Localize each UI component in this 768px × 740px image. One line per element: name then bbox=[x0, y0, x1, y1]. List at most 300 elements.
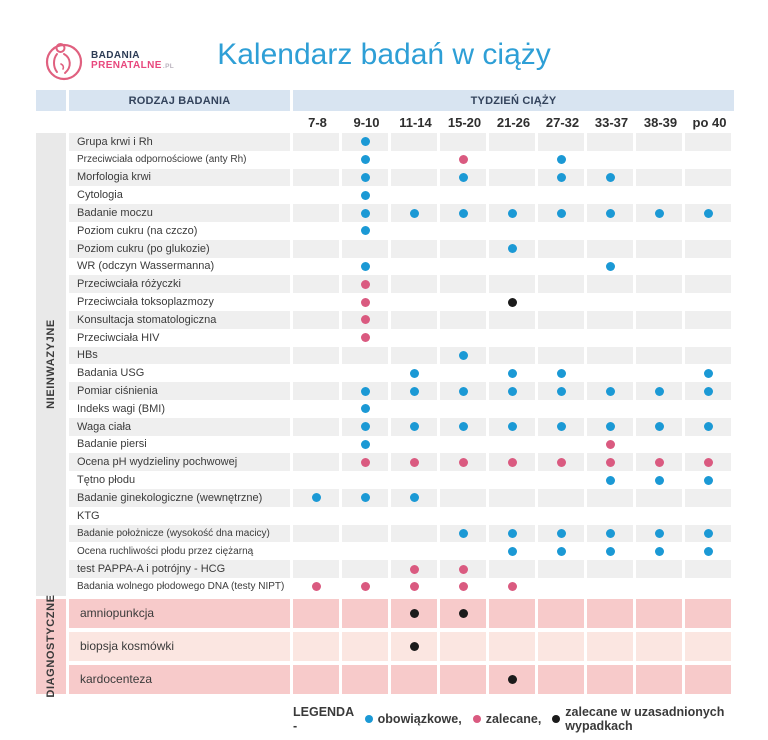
week-cell bbox=[293, 186, 339, 204]
dot-blue bbox=[655, 547, 664, 556]
week-cell bbox=[489, 204, 535, 222]
dot-blue bbox=[557, 422, 566, 431]
week-cell bbox=[587, 436, 633, 454]
brand-line1: BADANIA bbox=[91, 49, 140, 61]
dot-blue bbox=[557, 387, 566, 396]
week-cell bbox=[489, 186, 535, 204]
week-cell bbox=[293, 240, 339, 258]
week-cell bbox=[636, 311, 682, 329]
dot-blue bbox=[606, 529, 615, 538]
week-cell bbox=[342, 240, 388, 258]
dot-black bbox=[459, 609, 468, 618]
week-cell bbox=[391, 578, 437, 596]
table-row bbox=[69, 560, 734, 578]
week-cell bbox=[538, 293, 584, 311]
dot-blue bbox=[459, 422, 468, 431]
week-cell bbox=[587, 275, 633, 293]
dot-black bbox=[410, 642, 419, 651]
dot-blue bbox=[459, 209, 468, 218]
row-label: Przeciwciała odpornościowe (anty Rh) bbox=[77, 154, 247, 166]
row-label: Badanie położnicze (wysokość dna macicy) bbox=[69, 525, 290, 543]
week-cell bbox=[489, 151, 535, 169]
week-cell bbox=[489, 453, 535, 471]
dot-blue bbox=[557, 173, 566, 182]
week-cell bbox=[685, 632, 731, 661]
week-cell bbox=[293, 453, 339, 471]
section-sidebar bbox=[36, 133, 66, 596]
dot-blue bbox=[606, 387, 615, 396]
dot-blue bbox=[361, 173, 370, 182]
week-cell bbox=[391, 222, 437, 240]
row-label: Tętno płodu bbox=[77, 474, 136, 487]
dot-blue bbox=[361, 209, 370, 218]
header-col-label: TYDZIEŃ CIĄŻY bbox=[293, 90, 734, 111]
week-cell bbox=[489, 169, 535, 187]
week-cell bbox=[685, 382, 731, 400]
week-header-row bbox=[293, 111, 734, 133]
dot-pink bbox=[459, 458, 468, 467]
page-title: Kalendarz badań w ciąży bbox=[217, 38, 551, 71]
dot-blue bbox=[704, 422, 713, 431]
week-cell bbox=[293, 133, 339, 151]
dot-black bbox=[410, 609, 419, 618]
dot-pink bbox=[704, 458, 713, 467]
week-cell bbox=[440, 258, 486, 276]
week-column-label: 9-10 bbox=[353, 115, 380, 130]
week-cell bbox=[636, 222, 682, 240]
week-cell bbox=[440, 329, 486, 347]
dot-blue bbox=[361, 387, 370, 396]
week-cell bbox=[538, 453, 584, 471]
week-cell bbox=[342, 186, 388, 204]
week-cell bbox=[293, 347, 339, 365]
section-noninvasive bbox=[36, 133, 734, 596]
week-cell bbox=[440, 347, 486, 365]
week-cell bbox=[587, 204, 633, 222]
week-cell bbox=[685, 275, 731, 293]
week-cell bbox=[685, 151, 731, 169]
week-cell bbox=[489, 665, 535, 694]
dot-blue bbox=[655, 209, 664, 218]
week-cell bbox=[685, 578, 731, 596]
week-cell bbox=[489, 329, 535, 347]
week-cell bbox=[685, 293, 731, 311]
dot-pink bbox=[361, 582, 370, 591]
week-cell bbox=[636, 525, 682, 543]
dot-blue bbox=[410, 387, 419, 396]
dot-blue bbox=[606, 262, 615, 271]
week-cell bbox=[342, 293, 388, 311]
week-cell bbox=[489, 489, 535, 507]
week-cell bbox=[293, 542, 339, 560]
dot-blue bbox=[704, 529, 713, 538]
week-cell bbox=[391, 311, 437, 329]
week-cell bbox=[440, 542, 486, 560]
week-cell bbox=[685, 489, 731, 507]
week-cell bbox=[489, 599, 535, 628]
week-cell bbox=[685, 169, 731, 187]
week-cell bbox=[489, 364, 535, 382]
week-cell bbox=[342, 347, 388, 365]
week-cell bbox=[293, 400, 339, 418]
dot-blue bbox=[361, 137, 370, 146]
week-cell bbox=[685, 665, 731, 694]
week-cell bbox=[636, 347, 682, 365]
week-cell bbox=[489, 507, 535, 525]
week-cell bbox=[440, 665, 486, 694]
week-cell bbox=[489, 258, 535, 276]
week-cell bbox=[293, 436, 339, 454]
dot-pink bbox=[361, 280, 370, 289]
week-cell bbox=[587, 293, 633, 311]
week-cell bbox=[685, 542, 731, 560]
week-cell bbox=[293, 507, 339, 525]
section-label: NIEINWAZYJNE bbox=[45, 319, 57, 410]
dot-pink bbox=[557, 458, 566, 467]
week-cell bbox=[391, 453, 437, 471]
week-cell bbox=[440, 507, 486, 525]
row-label: Ocena pH wydzieliny pochwowej bbox=[69, 453, 290, 471]
week-cell bbox=[587, 151, 633, 169]
week-column-label: po 40 bbox=[692, 115, 727, 130]
row-label: Badanie ginekologiczne (wewnętrzne) bbox=[69, 489, 290, 507]
week-column-label: 38-39 bbox=[643, 115, 678, 130]
week-cell bbox=[440, 133, 486, 151]
row-label: Indeks wagi (BMI) bbox=[77, 402, 166, 415]
dot-blue bbox=[361, 440, 370, 449]
legend-dot-blue bbox=[365, 715, 373, 723]
dot-pink bbox=[361, 315, 370, 324]
week-cell bbox=[391, 507, 437, 525]
week-cell bbox=[636, 293, 682, 311]
week-cell bbox=[636, 275, 682, 293]
section-rows bbox=[69, 599, 734, 694]
dot-blue bbox=[508, 369, 517, 378]
week-cell bbox=[685, 329, 731, 347]
table-row bbox=[69, 275, 734, 293]
table-row bbox=[69, 542, 734, 560]
week-cell bbox=[587, 364, 633, 382]
legend-item-label: zalecane, bbox=[485, 712, 542, 726]
week-cell bbox=[293, 222, 339, 240]
week-cell bbox=[342, 507, 388, 525]
week-cell bbox=[391, 632, 437, 661]
week-cell bbox=[440, 186, 486, 204]
dot-pink bbox=[655, 458, 664, 467]
table-row bbox=[69, 665, 734, 694]
dot-blue bbox=[606, 422, 615, 431]
week-cell bbox=[342, 400, 388, 418]
week-cell bbox=[440, 560, 486, 578]
table-row bbox=[69, 632, 734, 661]
week-cell bbox=[538, 186, 584, 204]
week-cell bbox=[685, 222, 731, 240]
week-cell bbox=[489, 436, 535, 454]
dot-blue bbox=[557, 529, 566, 538]
dot-pink bbox=[508, 582, 517, 591]
table-row bbox=[69, 186, 734, 204]
week-cell bbox=[685, 311, 731, 329]
week-cell bbox=[636, 169, 682, 187]
week-cell bbox=[538, 489, 584, 507]
week-cell bbox=[440, 293, 486, 311]
week-cell bbox=[587, 240, 633, 258]
table-row bbox=[69, 293, 734, 311]
dot-pink bbox=[312, 582, 321, 591]
dot-blue bbox=[557, 155, 566, 164]
week-cell bbox=[587, 525, 633, 543]
week-cell bbox=[440, 578, 486, 596]
week-cell bbox=[391, 560, 437, 578]
week-cell bbox=[342, 364, 388, 382]
week-column-label: 21-26 bbox=[496, 115, 531, 130]
dot-blue bbox=[606, 173, 615, 182]
row-label: Grupa krwi i Rh bbox=[69, 133, 290, 151]
table-row bbox=[69, 489, 734, 507]
week-cell bbox=[342, 275, 388, 293]
week-cell bbox=[538, 240, 584, 258]
week-cell bbox=[538, 525, 584, 543]
row-label: biopsja kosmówki bbox=[69, 632, 290, 661]
dot-blue bbox=[508, 244, 517, 253]
week-cell bbox=[636, 578, 682, 596]
week-cell bbox=[342, 382, 388, 400]
dot-pink bbox=[361, 333, 370, 342]
week-cell bbox=[342, 599, 388, 628]
dot-blue bbox=[361, 404, 370, 413]
dot-blue bbox=[655, 529, 664, 538]
week-cell bbox=[440, 400, 486, 418]
week-column-label: 15-20 bbox=[447, 115, 482, 130]
week-cell bbox=[391, 665, 437, 694]
week-cell bbox=[636, 204, 682, 222]
week-cell bbox=[293, 471, 339, 489]
row-label: Poziom cukru (po glukozie) bbox=[69, 240, 290, 258]
week-cell bbox=[538, 578, 584, 596]
week-cell bbox=[538, 382, 584, 400]
dot-blue bbox=[508, 529, 517, 538]
week-cell bbox=[293, 560, 339, 578]
week-cell bbox=[342, 436, 388, 454]
week-cell bbox=[440, 240, 486, 258]
table-row bbox=[69, 436, 734, 454]
week-cell bbox=[636, 133, 682, 151]
week-cell bbox=[440, 599, 486, 628]
week-cell bbox=[636, 560, 682, 578]
row-label: test PAPPA-A i potrójny - HCG bbox=[69, 560, 290, 578]
week-cell bbox=[587, 453, 633, 471]
legend-item bbox=[365, 712, 462, 726]
week-cell bbox=[636, 436, 682, 454]
dot-blue bbox=[361, 493, 370, 502]
week-cell bbox=[391, 169, 437, 187]
week-cell bbox=[293, 204, 339, 222]
week-cell bbox=[685, 186, 731, 204]
row-label: kardocenteza bbox=[69, 665, 290, 694]
week-cell bbox=[440, 632, 486, 661]
brand-line2: PRENATALNE.PL bbox=[91, 60, 175, 71]
dot-pink bbox=[508, 458, 517, 467]
week-cell bbox=[391, 275, 437, 293]
week-cell bbox=[293, 382, 339, 400]
week-cell bbox=[342, 471, 388, 489]
week-cell bbox=[391, 525, 437, 543]
dot-blue bbox=[361, 422, 370, 431]
dot-blue bbox=[508, 422, 517, 431]
week-cell bbox=[342, 578, 388, 596]
dot-blue bbox=[704, 547, 713, 556]
week-cell bbox=[391, 186, 437, 204]
week-cell bbox=[440, 489, 486, 507]
week-cell bbox=[636, 258, 682, 276]
week-cell bbox=[489, 347, 535, 365]
week-cell bbox=[636, 489, 682, 507]
row-label: KTG bbox=[77, 509, 100, 522]
week-cell bbox=[391, 240, 437, 258]
dot-blue bbox=[557, 369, 566, 378]
row-label: WR (odczyn Wassermanna) bbox=[77, 260, 215, 273]
dot-blue bbox=[508, 547, 517, 556]
week-cell bbox=[293, 293, 339, 311]
dot-pink bbox=[361, 298, 370, 307]
week-cell bbox=[440, 151, 486, 169]
week-cell bbox=[342, 169, 388, 187]
legend bbox=[293, 705, 734, 733]
dot-pink bbox=[459, 582, 468, 591]
week-cell bbox=[391, 542, 437, 560]
week-cell bbox=[538, 471, 584, 489]
dot-blue bbox=[410, 369, 419, 378]
row-label: Konsultacja stomatologiczna bbox=[69, 311, 290, 329]
week-cell bbox=[587, 542, 633, 560]
week-cell bbox=[440, 418, 486, 436]
dot-blue bbox=[361, 262, 370, 271]
week-cell bbox=[342, 453, 388, 471]
week-cell bbox=[489, 311, 535, 329]
week-cell bbox=[293, 578, 339, 596]
week-cell bbox=[538, 169, 584, 187]
legend-prefix: LEGENDA - bbox=[293, 705, 354, 733]
table-row bbox=[69, 525, 734, 543]
dot-pink bbox=[361, 458, 370, 467]
week-cell bbox=[636, 418, 682, 436]
week-column-label: 33-37 bbox=[594, 115, 629, 130]
week-cell bbox=[440, 436, 486, 454]
row-label: Badania USG bbox=[77, 367, 145, 380]
week-cell bbox=[489, 400, 535, 418]
week-cell bbox=[538, 542, 584, 560]
week-cell bbox=[538, 364, 584, 382]
week-cell bbox=[391, 418, 437, 436]
week-cell bbox=[489, 525, 535, 543]
week-cell bbox=[293, 489, 339, 507]
week-cell bbox=[636, 542, 682, 560]
row-label: Cytologia bbox=[77, 189, 123, 202]
week-cell bbox=[489, 240, 535, 258]
week-cell bbox=[489, 578, 535, 596]
week-cell bbox=[587, 258, 633, 276]
row-label: amniopunkcja bbox=[69, 599, 290, 628]
week-cell bbox=[685, 436, 731, 454]
week-cell bbox=[342, 258, 388, 276]
dot-pink bbox=[410, 565, 419, 574]
week-cell bbox=[489, 275, 535, 293]
row-label: Badanie moczu bbox=[69, 204, 290, 222]
week-cell bbox=[342, 525, 388, 543]
week-cell bbox=[685, 133, 731, 151]
week-cell bbox=[685, 560, 731, 578]
table-row bbox=[69, 258, 734, 276]
week-cell bbox=[538, 151, 584, 169]
week-cell bbox=[342, 204, 388, 222]
week-cell bbox=[587, 578, 633, 596]
week-cell bbox=[538, 222, 584, 240]
calendar-table bbox=[36, 90, 734, 698]
week-cell bbox=[342, 560, 388, 578]
week-cell bbox=[440, 204, 486, 222]
week-cell bbox=[342, 311, 388, 329]
week-cell bbox=[685, 599, 731, 628]
table-row bbox=[69, 364, 734, 382]
row-label: Przeciwciała różyczki bbox=[69, 275, 290, 293]
week-cell bbox=[587, 186, 633, 204]
legend-item-label: obowiązkowe, bbox=[377, 712, 462, 726]
dot-blue bbox=[459, 529, 468, 538]
dot-blue bbox=[704, 209, 713, 218]
week-cell bbox=[636, 665, 682, 694]
section-label: DIAGNOSTYCZNE bbox=[45, 594, 57, 698]
week-cell bbox=[685, 453, 731, 471]
table-header bbox=[36, 90, 734, 111]
table-row bbox=[69, 471, 734, 489]
dot-blue bbox=[704, 387, 713, 396]
row-label: Badanie piersi bbox=[77, 438, 147, 451]
dot-blue bbox=[557, 209, 566, 218]
legend-item bbox=[473, 712, 542, 726]
header-row-label: RODZAJ BADANIA bbox=[69, 90, 290, 111]
week-cell bbox=[538, 400, 584, 418]
week-cell bbox=[440, 169, 486, 187]
table-row bbox=[69, 400, 734, 418]
dot-pink bbox=[606, 458, 615, 467]
brand-suffix: .PL bbox=[162, 63, 175, 70]
table-row bbox=[69, 222, 734, 240]
table-row bbox=[69, 599, 734, 628]
table-row bbox=[69, 151, 734, 169]
week-cell bbox=[587, 311, 633, 329]
week-cell bbox=[538, 418, 584, 436]
dot-blue bbox=[312, 493, 321, 502]
row-label: Pomiar ciśnienia bbox=[69, 382, 290, 400]
week-cell bbox=[538, 204, 584, 222]
week-cell bbox=[538, 133, 584, 151]
week-cell bbox=[636, 364, 682, 382]
week-cell bbox=[391, 204, 437, 222]
week-cell bbox=[587, 632, 633, 661]
table-body bbox=[36, 133, 734, 698]
week-cell bbox=[391, 258, 437, 276]
week-cell bbox=[293, 151, 339, 169]
row-label: Przeciwciała toksoplazmozy bbox=[77, 296, 214, 309]
table-row bbox=[69, 418, 734, 436]
week-cell bbox=[636, 240, 682, 258]
dot-blue bbox=[655, 476, 664, 485]
week-cell bbox=[489, 560, 535, 578]
week-cell bbox=[293, 364, 339, 382]
week-cell bbox=[587, 382, 633, 400]
week-cell bbox=[489, 418, 535, 436]
week-cell bbox=[293, 525, 339, 543]
